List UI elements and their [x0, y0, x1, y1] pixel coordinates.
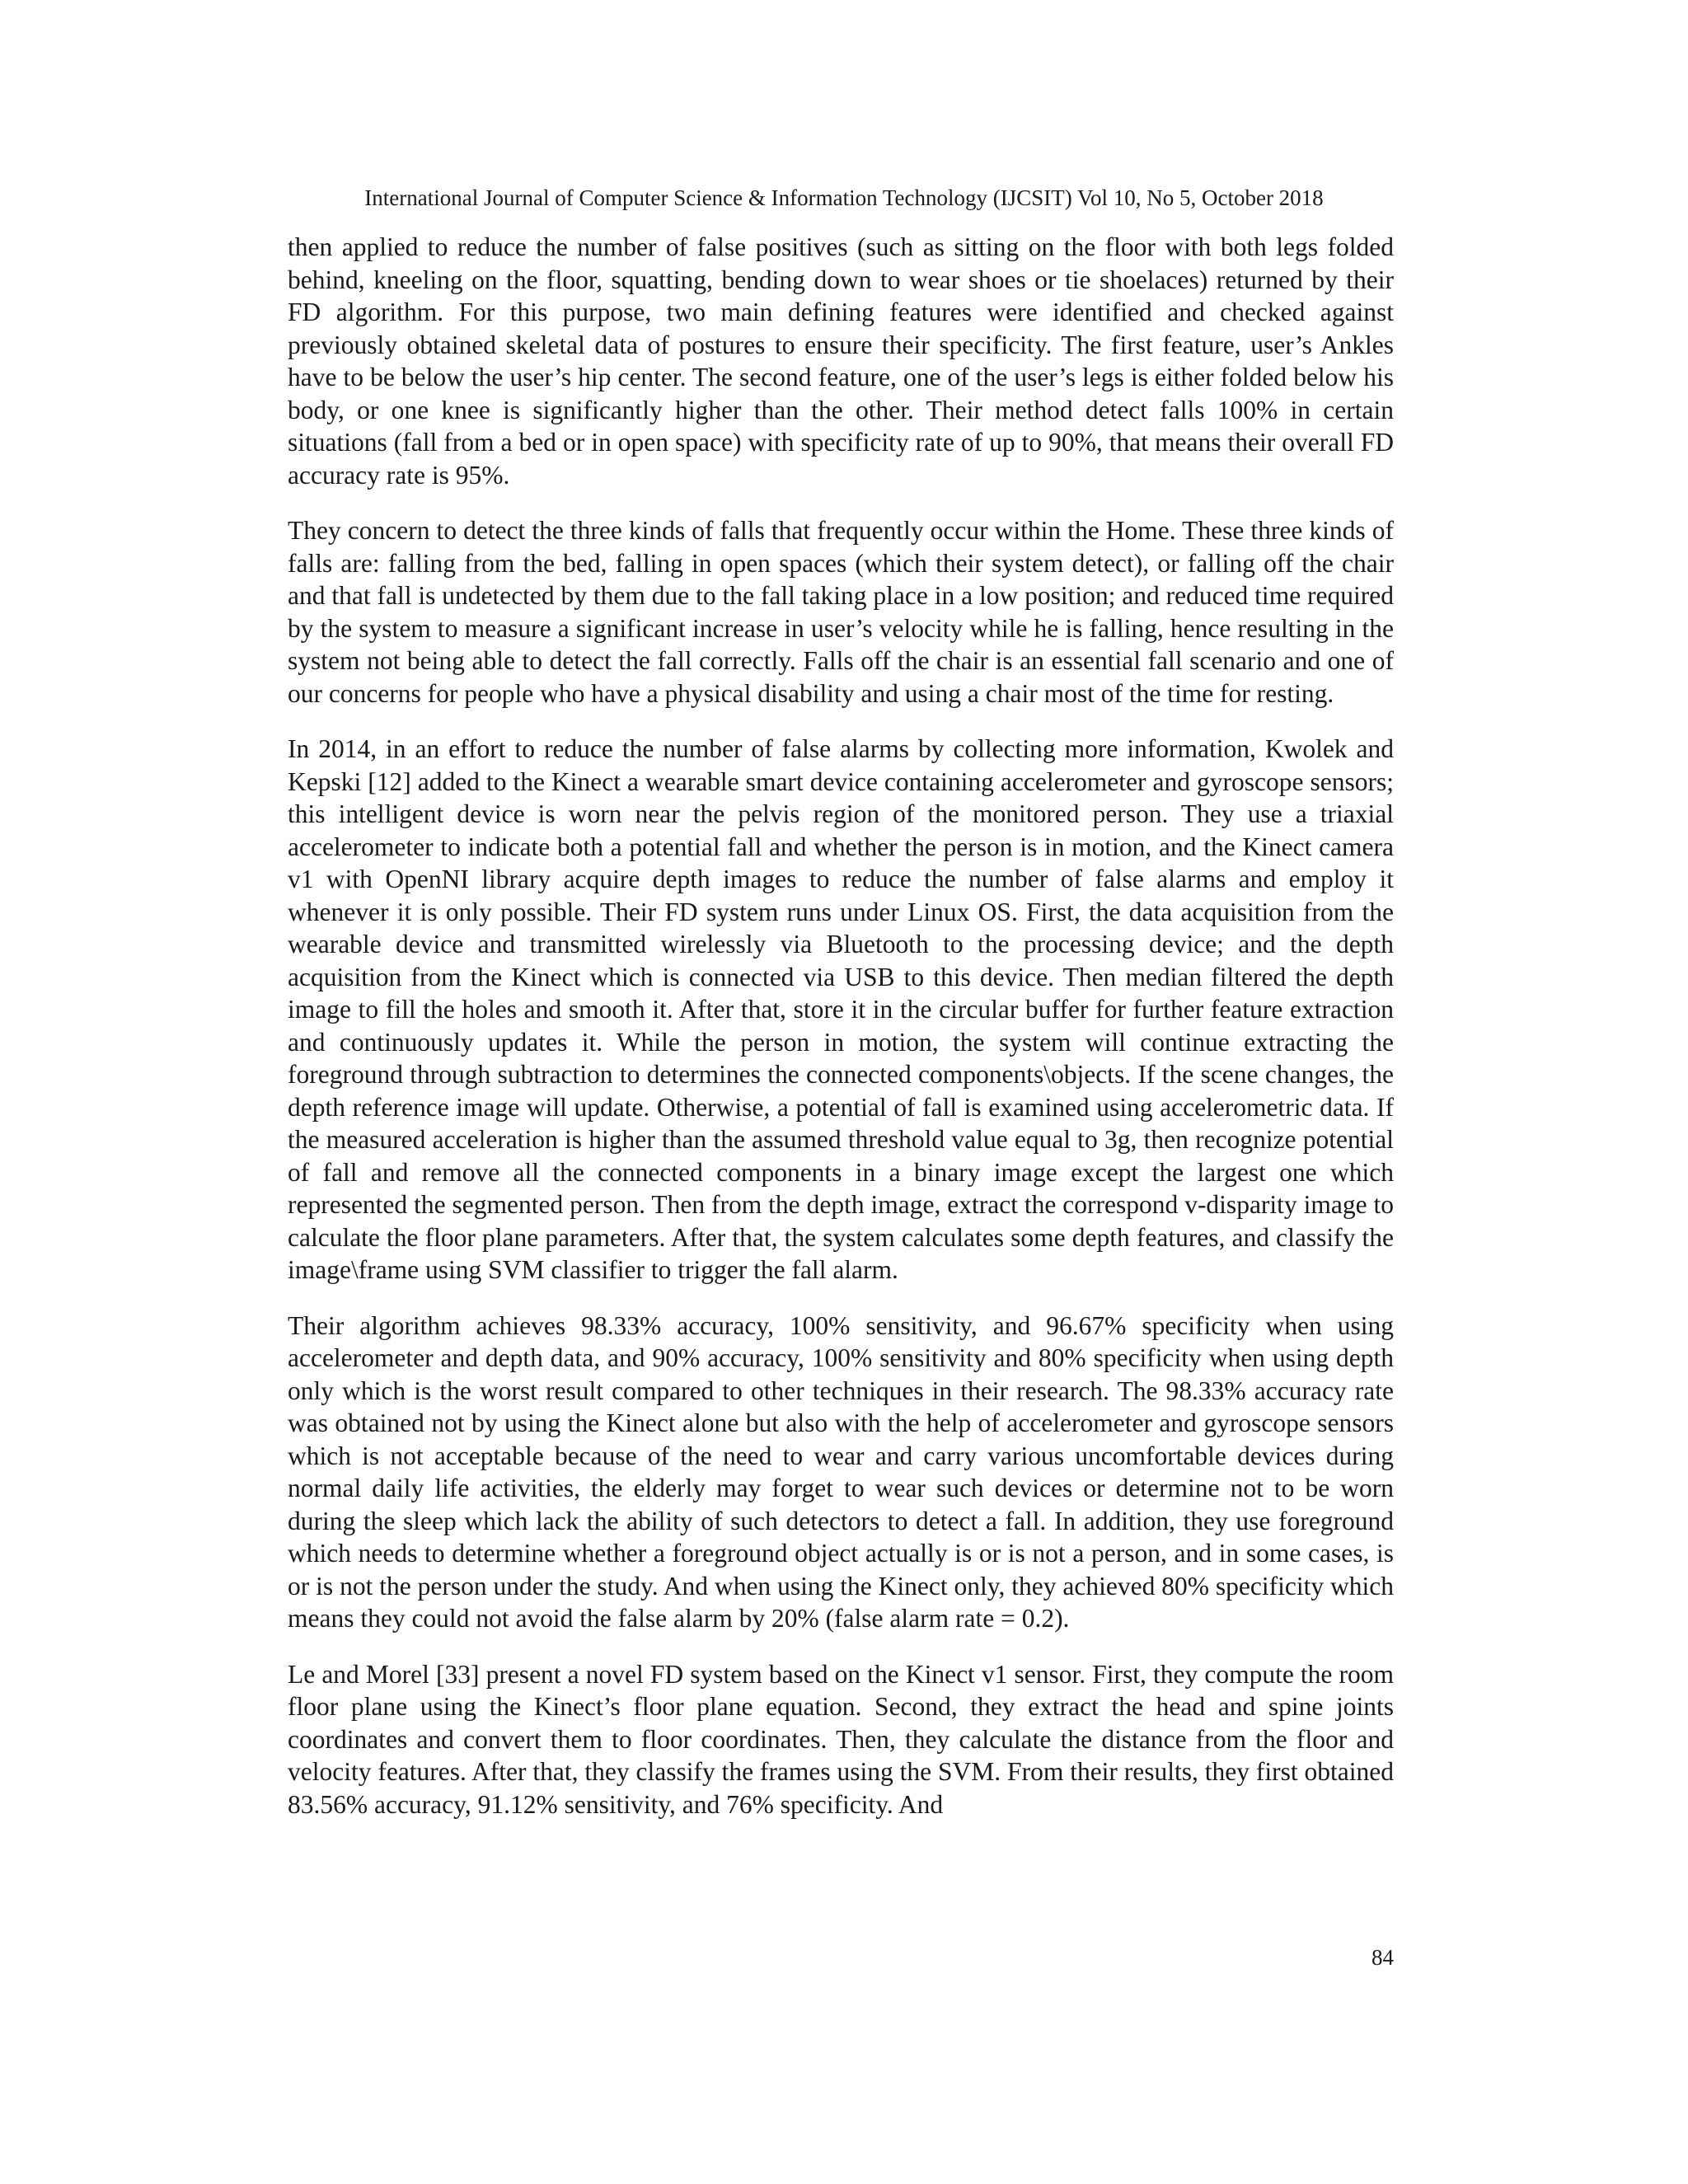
paragraph: then applied to reduce the number of false positives (such as sitting on the floor with both legs folded behind, kneeling on the floor, squatting, bending down to wear shoes or tie shoelaces) returned by their FD algorithm. For this purpose, two main defining features were identified and checked against previously obtained skeletal data of postures to ensure their specificity. The first feature, user’s Ankles have to be below the user’s hip center. The second feature, one of the user’s legs is either folded below his body, or one knee is significantly higher than the other. Their method detect falls 100% in certain situations (fall from a bed or in open space) with specificity rate of up to 90%, that means their overall FD accuracy rate is 95%. — [288, 232, 1394, 490]
paragraph: They concern to detect the three kinds of falls that frequently occur within the Home. These three kinds of falls are: falling from the bed, falling in open spaces (which their system detect), or falling off the chair and that fall is undetected by them due to the fall taking place in a low position; and reduced time required by the system to measure a significant increase in user’s velocity while he is falling, hence resulting in the system not being able to detect the fall correctly. Falls off the chair is an essential fall scenario and one of our concerns for people who have a physical disability and using a chair most of the time for resting. — [288, 516, 1394, 708]
paragraph: Le and Morel [33] present a novel FD system based on the Kinect v1 sensor. First, they compute the room floor plane using the Kinect’s floor plane equation. Second, they extract the head and spine joints coordinates and convert them to floor coordinates. Then, they calculate the distance from the floor and velocity features. After that, they classify the frames using the SVM. From their results, they first obtained 83.56% accuracy, 91.12% sensitivity, and 76% specificity. And — [288, 1659, 1394, 1819]
page-number: 84 — [1372, 1945, 1394, 1970]
paragraph: Their algorithm achieves 98.33% accuracy, 100% sensitivity, and 96.67% specificity when using accelerometer and depth data, and 90% accuracy, 100% sensitivity and 80% specificity when using depth only which is the worst result compared to other techniques in their research. The 98.33% accuracy rate was obtained not by using the Kinect alone but also with the help of accelerometer and gyroscope sensors which is not acceptable because of the need to wear and carry various uncomfortable devices during normal daily life activities, the elderly may forget to wear such devices or determine not to be worn during the sleep which lack the ability of such detectors to detect a fall. In addition, they use foreground which needs to determine whether a foreground object actually is or is not a person, and in some cases, is or is not the person under the study. And when using the Kinect only, they achieved 80% specificity which means they could not avoid the false alarm by 20% (false alarm rate = 0.2). — [288, 1310, 1394, 1633]
body-text — [288, 231, 1394, 1844]
paragraph: In 2014, in an effort to reduce the number of false alarms by collecting more information, Kwolek and Kepski [12] added to the Kinect a wearable smart device containing accelerometer and gyroscope sensors; this intelligent device is worn near the pelvis region of the monitored person. They use a triaxial accelerometer to indicate both a potential fall and whether the person is in motion, and the Kinect camera v1 with OpenNI library acquire depth images to reduce the number of false alarms and employ it whenever it is only possible. Their FD system runs under Linux OS. First, the data acquisition from the wearable device and transmitted wirelessly via Bluetooth to the processing device; and the depth acquisition from the Kinect which is connected via USB to this device. Then median filtered the depth image to fill the holes and smooth it. After that, store it in the circular buffer for further feature extraction and continuously updates it. While the person in motion, the system will continue extracting the foreground through subtraction to determines the connected components\objects. If the scene changes, the depth reference image will update. Otherwise, a potential of fall is examined using accelerometric data. If the measured acceleration is higher than the assumed threshold value equal to 3g, then recognize potential of fall and remove all the connected components in a binary image except the largest one which represented the segmented person. Then from the depth image, extract the correspond v-disparity image to calculate the floor plane parameters. After that, the system calculates some depth features, and classify the image\frame using SVM classifier to trigger the fall alarm. — [288, 734, 1394, 1284]
running-header: International Journal of Computer Science & Information Technology (IJCSIT) Vol 10, No 5, October 2018 — [364, 185, 1324, 210]
